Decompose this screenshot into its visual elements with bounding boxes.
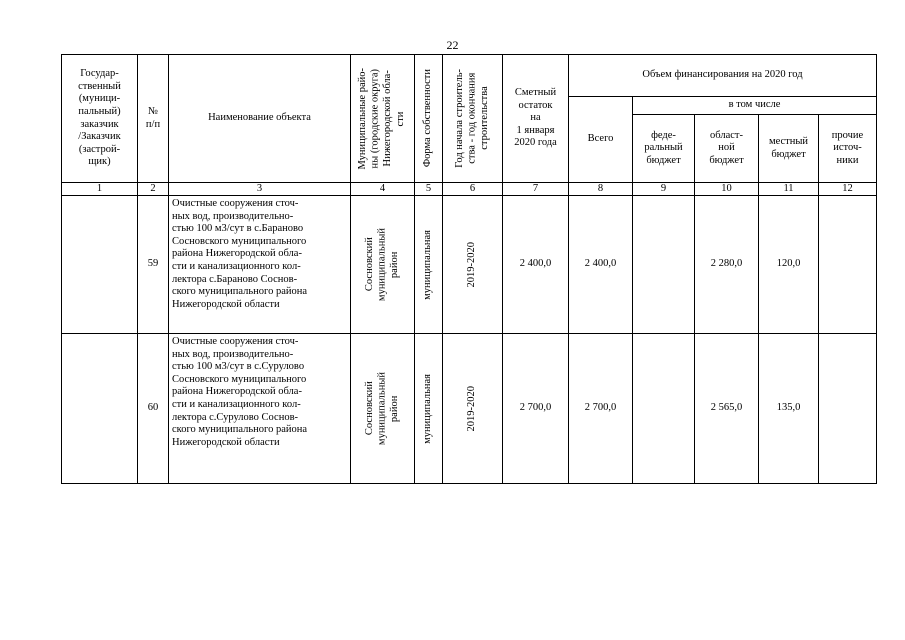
row-years-cell <box>443 334 503 484</box>
row-municipality: Сосновский муниципальный район <box>363 227 400 302</box>
row-customer <box>62 334 138 484</box>
header-total: Всего <box>569 97 633 183</box>
column-number: 1 <box>62 183 138 196</box>
column-number: 3 <box>169 183 351 196</box>
row-municipality-cell <box>351 196 415 334</box>
row-balance: 2 400,0 <box>503 196 569 334</box>
column-number: 6 <box>443 183 503 196</box>
row-ownership-cell <box>415 334 443 484</box>
header-financing-group: Объем финансирования на 2020 год <box>569 55 877 97</box>
column-number: 5 <box>415 183 443 196</box>
row-index: 59 <box>138 196 169 334</box>
column-number-row <box>62 183 877 196</box>
row-years-cell <box>443 196 503 334</box>
row-object-name: Очистные сооружения сточ- ных вод, производительно- стью 100 м3/сут в с.Сурулово Сосновского муниципального района Нижегородской обла- сти и канализационного кол- лектора с.Сурулово Соснов- ского муниципального района Нижегородской области <box>169 334 351 484</box>
header-ownership: Форма собственности <box>422 69 434 168</box>
row-federal <box>633 334 695 484</box>
row-ownership-cell <box>415 196 443 334</box>
header-balance: Сметный остаток на 1 января 2020 года <box>503 55 569 183</box>
row-local: 135,0 <box>759 334 819 484</box>
header-including: в том числе <box>633 97 877 115</box>
header-other: прочие источ- ники <box>819 115 877 183</box>
header-municipality-cell <box>351 55 415 183</box>
page-number: 22 <box>446 38 459 52</box>
row-index: 60 <box>138 334 169 484</box>
row-other <box>819 334 877 484</box>
row-other <box>819 196 877 334</box>
row-municipality: Сосновский муниципальный район <box>363 371 400 446</box>
row-total: 2 400,0 <box>569 196 633 334</box>
table-row <box>62 196 877 334</box>
row-regional: 2 280,0 <box>695 196 759 334</box>
header-local: местный бюджет <box>759 115 819 183</box>
row-ownership: муниципальная <box>422 229 434 300</box>
header-index: № п/п <box>138 55 169 183</box>
table-row <box>62 334 877 484</box>
row-local: 120,0 <box>759 196 819 334</box>
header-object-name: Наименование объекта <box>169 55 351 183</box>
header-ownership-cell <box>415 55 443 183</box>
row-years: 2019-2020 <box>466 385 478 432</box>
column-number: 4 <box>351 183 415 196</box>
header-regional: област- ной бюджет <box>695 115 759 183</box>
row-ownership: муниципальная <box>422 373 434 444</box>
column-number: 8 <box>569 183 633 196</box>
header-customer: Государ- ственный (муници- пальный) заказчик /Заказчик (застрой- щик) <box>62 55 138 183</box>
row-object-name: Очистные сооружения сточ- ных вод, производительно- стью 100 м3/сут в с.Бараново Сосновского муниципального района Нижегородской обла- сти и канализационного кол- лектора с.Бараново Соснов- ского муниципального района Нижегородской области <box>169 196 351 334</box>
row-total: 2 700,0 <box>569 334 633 484</box>
column-number: 2 <box>138 183 169 196</box>
header-years: Год начала строитель- ства - год окончания строительства <box>453 69 490 168</box>
header-federal: феде- ральный бюджет <box>633 115 695 183</box>
row-municipality-cell <box>351 334 415 484</box>
column-number: 11 <box>759 183 819 196</box>
column-number: 9 <box>633 183 695 196</box>
row-federal <box>633 196 695 334</box>
row-customer <box>62 196 138 334</box>
row-years: 2019-2020 <box>466 241 478 288</box>
financing-table <box>61 54 877 484</box>
column-number: 7 <box>503 183 569 196</box>
header-municipality: Муниципальные райо- ны (городские округа) Нижегородской обла- сти <box>357 67 407 170</box>
column-number: 12 <box>819 183 877 196</box>
column-number: 10 <box>695 183 759 196</box>
row-regional: 2 565,0 <box>695 334 759 484</box>
row-balance: 2 700,0 <box>503 334 569 484</box>
header-years-cell <box>443 55 503 183</box>
